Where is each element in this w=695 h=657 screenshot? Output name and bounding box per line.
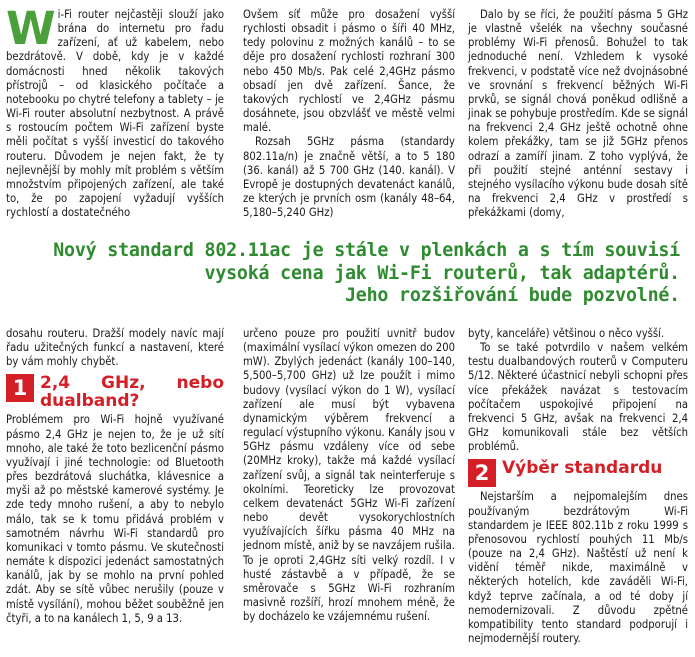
pull-quote-line: Jeho rozšiřování bude pozvolné. bbox=[345, 285, 680, 306]
pull-quote-line: vysoká cena jak Wi-Fi routerů, tak adaptérů. bbox=[204, 262, 680, 284]
paragraph: Dalo by se říci, že použití pásma 5 GHz je vlastně všelék na všechny současné problémy Wi-Fi přenosů. Bohužel to tak jednoduché není. Vzhledem k vysoké frekvenci, v podstatě více než dvojnásobné ve srovnání s frekvencí běžných Wi-Fi prvků, se signál chová poněkud odlišně a jinak se pohybuje prostředím. Kde se signál na frekvenci 2,4 GHz ještě ochotně ohne kolem překážky, tam se již 5GHz přenos odrazí a zamíří jinam. Z toho vyplývá, že při použití stejné anténní sestavy i stejného vysílacího výkonu bude dosah sítě na frekvenci 2,4 GHz v prostředí s překážkami (domy, bbox=[468, 8, 688, 220]
section-heading-1 bbox=[6, 374, 224, 410]
pull-quote-line: Nový standard 802.11ac je stále v plenkách a s tím souvisí bbox=[53, 240, 680, 261]
section-title: 2,4 GHz, nebo dualband? bbox=[40, 373, 224, 412]
intro-paragraph: i-Fi router nejčastěji slouží jako brána do internetu pro řadu zařízení, ať už kabelem, nebo bezdrátově. V době, kdy je v každé domácnosti hned několik takových přístrojů – od klasického počítače a notebooku po chytré telefony a tablety – je Wi-Fi router absolutní nezbytnost. A právě s rostoucím počtem Wi-Fi zařízení byste měli počítat s vyšší investicí do takového routeru. Důvodem je nejen fakt, že ty nejlevnější by mohly mít problém s větším množstvím připojených zařízení, ale také to, že po zapojení vyžadují vyšších rychlostí a dostatečného bbox=[6, 8, 224, 220]
section-number-badge: 2 bbox=[468, 459, 496, 487]
column-2-bottom bbox=[243, 327, 455, 624]
paragraph: byty, kanceláře) většinou o něco vyšší. bbox=[468, 327, 665, 340]
intro-column bbox=[6, 2, 224, 220]
section-number-badge: 1 bbox=[6, 374, 34, 402]
drop-cap: W bbox=[6, 2, 56, 55]
paragraph: Ovšem síť může pro dosažení vyšší rychlosti obsadit i pásmo o šíři 40 MHz, tedy polovinu z možných kanálů – to se děje pro dosažení rychlosti rozhraní 300 nebo 450 Mb/s. Pak celé 2,4GHz pásmo obsadí jen dvě zařízení. Šance, že takových rychlostí ve 2,4GHz pásmu dosáhnete, jsou obzvlášť ve městě velmi malé. bbox=[243, 8, 455, 135]
column-1-bottom bbox=[6, 327, 224, 626]
pull-quote bbox=[30, 240, 680, 308]
column-3-bottom bbox=[468, 327, 688, 646]
paragraph: Problémem pro Wi-Fi hojně využívané pásmo 2,4 GHz je nejen to, že je už sítí mnoho, ale také že toto bezlicenční pásmo využívají i jiné technologie: od Bluetooth přes bezdrátová sluchátka, klávesnice a myši až po městské kamerové systémy. Je zde tedy mnoho rušení, a aby to nebylo málo, tak se k tomu přidává problém v samotném návrhu Wi-Fi standardů pro komunikaci v tomto pásmu. Ve skutečnosti nemáte k dispozici jedenáct samostatných kanálů, jak by se mohlo na první pohled zdát. Aby se sítě vůbec nerušily (pouze v místě vysílání), mohou běžet souběžně jen čtyři, a to na kanálech 1, 5, 9 a 13. bbox=[6, 413, 224, 625]
paragraph: To se také potvrdilo v našem velkém testu dualbandových routerů v Computeru 5/12. Některé účastnicí nebyli schopni přes více překážek navázat s testovacím počítačem uspokojivé připojení na frekvenci 5 GHz, avšak na frekvenci 2,4 GHz komunikovali stále bez větších problémů. bbox=[468, 341, 688, 454]
paragraph: dosahu routeru. Dražší modely navíc mají řadu užitečných funkcí a nastavení, které by vám mohly chybět. bbox=[6, 327, 224, 369]
paragraph: určeno pouze pro použití uvnitř budov (maximální vysílací výkon omezen do 200 mW). Zbylých jedenáct (kanály 100–140, 5,500–5,700 GHz) už lze použít i mimo budovy (vysílací výkon do 1 W), vysílací zařízení ale musí být vybavena dynamickým výběrem frekvencí a regulací výstupního výkonu. Kanály jsou v 5GHz pásmu vzdáleny více od sebe (20MHz kroky), takže má každé vysílací zařízení svůj, a signál tak neinterferuje s okolními. Teoreticky lze provozovat celkem devatenáct 5GHz Wi-Fi zařízení nebo devět vysokorychlostních využívajících šířku pásma 40 MHz na jednom místě, aniž by se navzájem rušila. To je oproti 2,4GHz síti velký rozdíl. I v husté zástavbě a v případě, že se směrovače s 5GHz Wi-Fi rozhraním masivně rozšíří, hrozí mnohem méně, že by docházelo ke vzájemnému rušení. bbox=[243, 327, 455, 624]
paragraph: Nejstarším a nejpomalejším dnes používaným bezdrátovým Wi-Fi standardem je IEEE 802.11b z roku 1999 s přenosovou rychlostí pouhých 11 Mb/s (pouze na 2,4 GHz). Naštěstí už není k vidění téměř nikde, maximálně v některých hotelích, kde zaváděli Wi-Fi, když teprve začínala, a od té doby jí nemodernizovali. Z důvodu zpětné kompatibility tento standard podporují i nejmodernější routery. bbox=[468, 490, 688, 645]
column-2-top bbox=[243, 8, 455, 220]
column-3-top bbox=[468, 8, 688, 220]
section-heading-2 bbox=[468, 459, 688, 487]
paragraph: Rozsah 5GHz pásma (standardy 802.11a/n) je značně větší, a to 5 180 (36. kanál) až 5 700 GHz (140. kanál). V Evropě je dostupných devatenáct kanálů, ze kterých je prvních osm (kanály 48–64, 5,180–5,240 GHz) bbox=[243, 135, 455, 220]
section-title: Výběr standardu bbox=[502, 458, 663, 479]
